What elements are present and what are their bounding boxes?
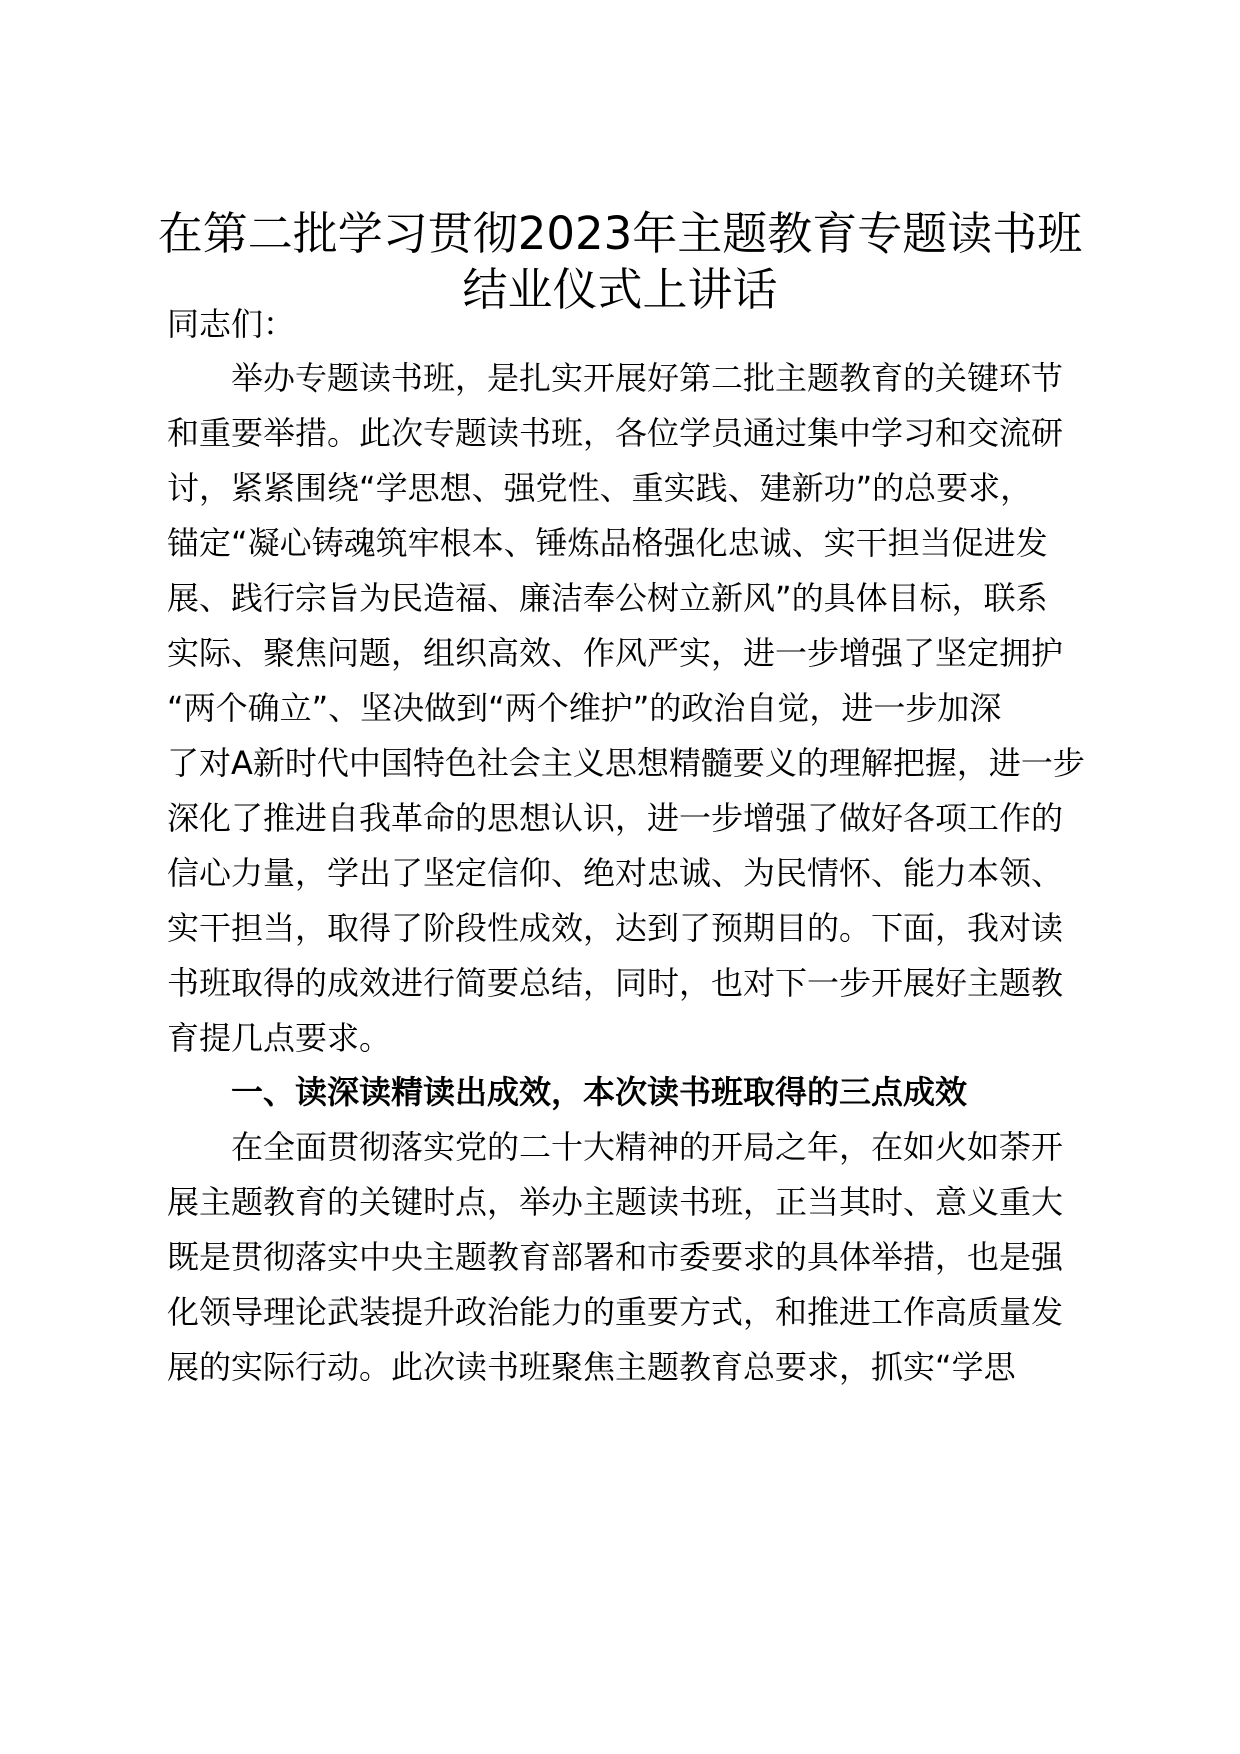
paragraph-line: 实干担当，取得了阶段性成效，达到了预期目的。下面，我对读	[167, 909, 1064, 947]
paragraph-line: 在全面贯彻落实党的二十大精神的开局之年，在如火如荼开	[231, 1128, 1064, 1166]
paragraph-line: 书班取得的成效进行简要总结，同时，也对下一步开展好主题教	[167, 964, 1064, 1002]
paragraph-line: 实际、聚焦问题，组织高效、作风严实，进一步增强了坚定拥护	[167, 634, 1064, 672]
paragraph-line: 讨，紧紧围绕“学思想、强党性、重实践、建新功”的总要求，	[167, 469, 1033, 507]
paragraph-line: 化领导理论武装提升政治能力的重要方式，和推进工作高质量发	[167, 1293, 1064, 1331]
paragraph-line: “两个确立”、坚决做到“两个维护”的政治自觉，进一步加深	[167, 689, 1002, 727]
paragraph-line: 展、践行宗旨为民造福、廉洁奉公树立新风”的具体目标，联系	[167, 579, 1048, 617]
paragraph-line: 信心力量，学出了坚定信仰、绝对忠诚、为民情怀、能力本领、	[167, 854, 1064, 892]
paragraph-line: 了对A新时代中国特色社会主义思想精髓要义的理解把握，进一步	[167, 744, 1085, 782]
paragraph-line: 锚定“凝心铸魂筑牢根本、锤炼品格强化忠诚、实干担当促进发	[167, 524, 1048, 562]
salutation: 同志们：	[167, 305, 296, 343]
paragraph-line: 展的实际行动。此次读书班聚焦主题教育总要求，抓实“学思	[167, 1348, 1016, 1386]
document-title-line-1: 在第二批学习贯彻2023年主题教育专题读书班	[157, 207, 1083, 260]
paragraph-line: 既是贯彻落实中央主题教育部署和市委要求的具体举措，也是强	[167, 1238, 1064, 1276]
section-heading: 一、读深读精读出成效，本次读书班取得的三点成效	[231, 1073, 968, 1111]
paragraph-line: 和重要举措。此次专题读书班，各位学员通过集中学习和交流研	[167, 414, 1064, 452]
paragraph-line: 育提几点要求。	[167, 1019, 392, 1057]
document-title-line-2: 结业仪式上讲话	[462, 263, 778, 316]
paragraph-line: 深化了推进自我革命的思想认识，进一步增强了做好各项工作的	[167, 799, 1064, 837]
paragraph-line: 展主题教育的关键时点，举办主题读书班，正当其时、意义重大	[167, 1183, 1064, 1221]
paragraph-line: 举办专题读书班，是扎实开展好第二批主题教育的关键环节	[231, 359, 1064, 397]
